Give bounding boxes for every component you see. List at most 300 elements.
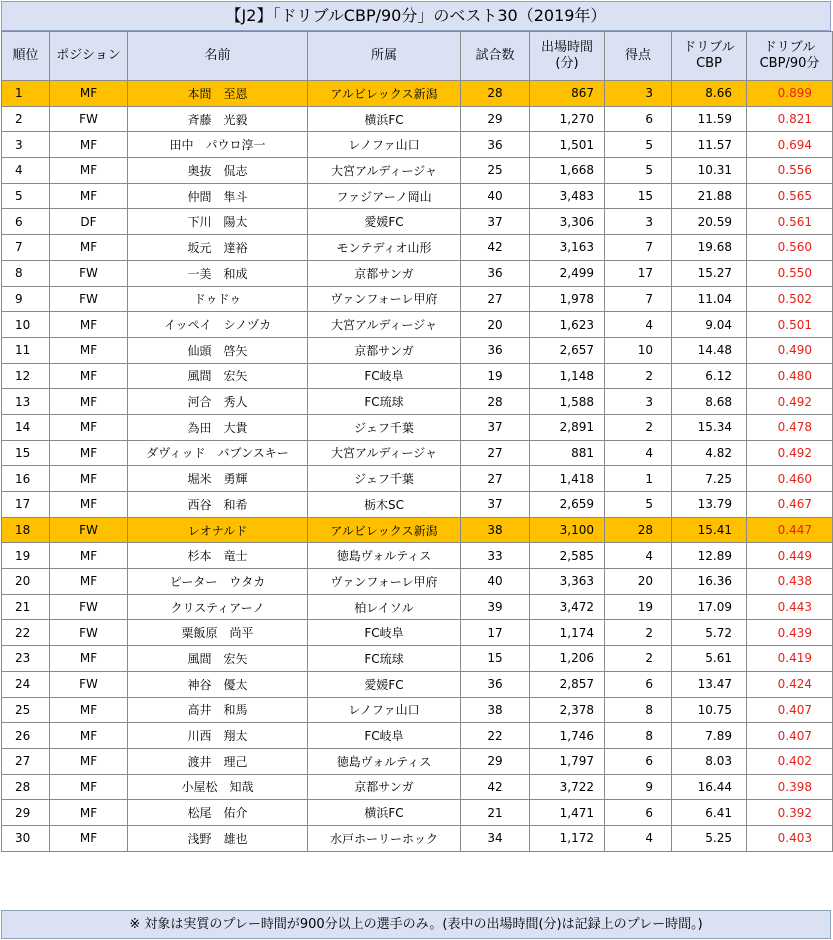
cell-position: MF xyxy=(50,132,128,158)
cell-club: ファジアーノ岡山 xyxy=(308,183,461,209)
cell-rank: 29 xyxy=(2,800,50,826)
cell-goals: 8 xyxy=(605,723,672,749)
cell-dribble-cbp-90: 0.492 xyxy=(747,440,833,466)
cell-dribble-cbp: 16.36 xyxy=(672,569,747,595)
cell-name: 坂元 達裕 xyxy=(128,235,308,261)
cell-dribble-cbp: 11.59 xyxy=(672,106,747,132)
cell-position: MF xyxy=(50,81,128,107)
cell-goals: 1 xyxy=(605,466,672,492)
cell-goals: 6 xyxy=(605,106,672,132)
cell-club: 徳島ヴォルティス xyxy=(308,748,461,774)
cell-minutes: 1,148 xyxy=(530,363,605,389)
cell-club: ヴァンフォーレ甲府 xyxy=(308,569,461,595)
cell-dribble-cbp: 6.41 xyxy=(672,800,747,826)
cell-position: FW xyxy=(50,106,128,132)
cell-position: MF xyxy=(50,697,128,723)
cell-club: 水戸ホーリーホック xyxy=(308,825,461,851)
cell-club: アルビレックス新潟 xyxy=(308,517,461,543)
cell-minutes: 2,659 xyxy=(530,492,605,518)
cell-position: MF xyxy=(50,312,128,338)
cell-club: FC琉球 xyxy=(308,389,461,415)
cell-goals: 2 xyxy=(605,620,672,646)
cell-position: FW xyxy=(50,286,128,312)
cell-position: FW xyxy=(50,671,128,697)
cell-position: MF xyxy=(50,774,128,800)
cell-matches: 15 xyxy=(461,646,530,672)
header-row xyxy=(2,32,833,81)
cell-minutes: 1,172 xyxy=(530,825,605,851)
cell-position: MF xyxy=(50,466,128,492)
table-row xyxy=(2,363,833,389)
cell-matches: 38 xyxy=(461,697,530,723)
cell-name: 為田 大貴 xyxy=(128,414,308,440)
header-club: 所属 xyxy=(308,32,461,81)
cell-club: 京都サンガ xyxy=(308,260,461,286)
table-row xyxy=(2,517,833,543)
table-row xyxy=(2,594,833,620)
cell-club: レノファ山口 xyxy=(308,132,461,158)
cell-club: ヴァンフォーレ甲府 xyxy=(308,286,461,312)
cell-dribble-cbp-90: 0.438 xyxy=(747,569,833,595)
cell-rank: 30 xyxy=(2,825,50,851)
cell-position: MF xyxy=(50,825,128,851)
cell-dribble-cbp-90: 0.419 xyxy=(747,646,833,672)
cell-rank: 3 xyxy=(2,132,50,158)
cell-club: 横浜FC xyxy=(308,800,461,826)
cell-matches: 37 xyxy=(461,414,530,440)
cell-matches: 34 xyxy=(461,825,530,851)
cell-goals: 3 xyxy=(605,81,672,107)
table-body xyxy=(2,81,833,852)
cell-matches: 33 xyxy=(461,543,530,569)
cell-position: MF xyxy=(50,158,128,184)
cell-minutes: 1,623 xyxy=(530,312,605,338)
table-row xyxy=(2,800,833,826)
cell-matches: 42 xyxy=(461,774,530,800)
table-row xyxy=(2,337,833,363)
table-title: 【J2】「ドリブルCBP/90分」のベスト30（2019年） xyxy=(1,1,831,31)
cell-dribble-cbp: 20.59 xyxy=(672,209,747,235)
cell-name: 川西 翔太 xyxy=(128,723,308,749)
cell-dribble-cbp-90: 0.694 xyxy=(747,132,833,158)
cell-dribble-cbp: 11.04 xyxy=(672,286,747,312)
cell-dribble-cbp-90: 0.550 xyxy=(747,260,833,286)
cell-dribble-cbp-90: 0.821 xyxy=(747,106,833,132)
cell-rank: 16 xyxy=(2,466,50,492)
cell-dribble-cbp: 7.25 xyxy=(672,466,747,492)
cell-minutes: 2,585 xyxy=(530,543,605,569)
table-row xyxy=(2,286,833,312)
cell-goals: 2 xyxy=(605,414,672,440)
cell-goals: 4 xyxy=(605,825,672,851)
cell-rank: 13 xyxy=(2,389,50,415)
cell-matches: 19 xyxy=(461,363,530,389)
cell-name: ダヴィッド バブンスキー xyxy=(128,440,308,466)
cell-rank: 2 xyxy=(2,106,50,132)
cell-dribble-cbp-90: 0.899 xyxy=(747,81,833,107)
cell-club: 京都サンガ xyxy=(308,337,461,363)
cell-dribble-cbp: 13.47 xyxy=(672,671,747,697)
cell-matches: 40 xyxy=(461,183,530,209)
cell-dribble-cbp: 4.82 xyxy=(672,440,747,466)
cell-position: FW xyxy=(50,260,128,286)
table-row xyxy=(2,697,833,723)
cell-dribble-cbp-90: 0.407 xyxy=(747,723,833,749)
cell-matches: 29 xyxy=(461,748,530,774)
cell-matches: 42 xyxy=(461,235,530,261)
cell-dribble-cbp: 15.34 xyxy=(672,414,747,440)
cell-goals: 7 xyxy=(605,235,672,261)
cell-position: MF xyxy=(50,337,128,363)
cell-name: クリスティアーノ xyxy=(128,594,308,620)
cell-dribble-cbp-90: 0.392 xyxy=(747,800,833,826)
cell-dribble-cbp-90: 0.501 xyxy=(747,312,833,338)
cell-club: 栃木SC xyxy=(308,492,461,518)
cell-dribble-cbp-90: 0.492 xyxy=(747,389,833,415)
cell-dribble-cbp: 6.12 xyxy=(672,363,747,389)
cell-goals: 4 xyxy=(605,312,672,338)
table-row xyxy=(2,389,833,415)
cell-name: 下川 陽太 xyxy=(128,209,308,235)
cell-matches: 17 xyxy=(461,620,530,646)
cell-club: 大宮アルディージャ xyxy=(308,440,461,466)
cell-position: MF xyxy=(50,646,128,672)
cell-name: 杉本 竜士 xyxy=(128,543,308,569)
table-row xyxy=(2,723,833,749)
cell-dribble-cbp-90: 0.560 xyxy=(747,235,833,261)
cell-minutes: 2,499 xyxy=(530,260,605,286)
cell-dribble-cbp: 13.79 xyxy=(672,492,747,518)
cell-dribble-cbp-90: 0.490 xyxy=(747,337,833,363)
cell-position: MF xyxy=(50,389,128,415)
cell-minutes: 1,206 xyxy=(530,646,605,672)
cell-position: MF xyxy=(50,748,128,774)
header-dribble-cbp: ドリブル CBP xyxy=(672,32,747,81)
cell-minutes: 3,363 xyxy=(530,569,605,595)
cell-position: MF xyxy=(50,235,128,261)
cell-minutes: 2,891 xyxy=(530,414,605,440)
cell-matches: 37 xyxy=(461,209,530,235)
cell-name: 一美 和成 xyxy=(128,260,308,286)
cell-minutes: 1,746 xyxy=(530,723,605,749)
cell-dribble-cbp: 14.48 xyxy=(672,337,747,363)
cell-rank: 20 xyxy=(2,569,50,595)
cell-club: FC岐阜 xyxy=(308,723,461,749)
cell-name: 西谷 和希 xyxy=(128,492,308,518)
cell-dribble-cbp: 15.27 xyxy=(672,260,747,286)
cell-rank: 21 xyxy=(2,594,50,620)
cell-position: MF xyxy=(50,183,128,209)
cell-matches: 29 xyxy=(461,106,530,132)
cell-rank: 25 xyxy=(2,697,50,723)
cell-dribble-cbp: 15.41 xyxy=(672,517,747,543)
table-row xyxy=(2,183,833,209)
cell-minutes: 1,270 xyxy=(530,106,605,132)
cell-dribble-cbp: 21.88 xyxy=(672,183,747,209)
cell-dribble-cbp-90: 0.565 xyxy=(747,183,833,209)
cell-minutes: 1,174 xyxy=(530,620,605,646)
cell-club: 横浜FC xyxy=(308,106,461,132)
table-row xyxy=(2,414,833,440)
cell-rank: 10 xyxy=(2,312,50,338)
cell-goals: 3 xyxy=(605,209,672,235)
cell-rank: 22 xyxy=(2,620,50,646)
cell-dribble-cbp: 5.72 xyxy=(672,620,747,646)
cell-club: 京都サンガ xyxy=(308,774,461,800)
footnote: ※ 対象は実質のプレー時間が900分以上の選手のみ。(表中の出場時間(分)は記録上のプレー時間。) xyxy=(1,910,831,939)
cell-dribble-cbp: 5.25 xyxy=(672,825,747,851)
cell-name: 神谷 優太 xyxy=(128,671,308,697)
cell-matches: 27 xyxy=(461,440,530,466)
cell-position: DF xyxy=(50,209,128,235)
cell-name: 風間 宏矢 xyxy=(128,363,308,389)
cell-name: 仙頭 啓矢 xyxy=(128,337,308,363)
cell-rank: 8 xyxy=(2,260,50,286)
cell-minutes: 3,163 xyxy=(530,235,605,261)
cell-rank: 7 xyxy=(2,235,50,261)
cell-minutes: 1,668 xyxy=(530,158,605,184)
cell-dribble-cbp: 9.04 xyxy=(672,312,747,338)
cell-matches: 28 xyxy=(461,81,530,107)
header-minutes: 出場時間 (分) xyxy=(530,32,605,81)
ranking-table xyxy=(1,31,833,852)
cell-minutes: 1,501 xyxy=(530,132,605,158)
cell-club: モンテディオ山形 xyxy=(308,235,461,261)
cell-goals: 4 xyxy=(605,440,672,466)
cell-club: 大宮アルディージャ xyxy=(308,158,461,184)
cell-name: 河合 秀人 xyxy=(128,389,308,415)
cell-goals: 6 xyxy=(605,748,672,774)
cell-goals: 10 xyxy=(605,337,672,363)
cell-goals: 6 xyxy=(605,671,672,697)
cell-dribble-cbp: 10.31 xyxy=(672,158,747,184)
cell-name: イッペイ シノヅカ xyxy=(128,312,308,338)
cell-dribble-cbp-90: 0.402 xyxy=(747,748,833,774)
table-row xyxy=(2,132,833,158)
cell-dribble-cbp-90: 0.403 xyxy=(747,825,833,851)
table-row xyxy=(2,620,833,646)
header-name: 名前 xyxy=(128,32,308,81)
cell-rank: 11 xyxy=(2,337,50,363)
cell-rank: 28 xyxy=(2,774,50,800)
cell-dribble-cbp: 16.44 xyxy=(672,774,747,800)
cell-rank: 26 xyxy=(2,723,50,749)
cell-minutes: 3,722 xyxy=(530,774,605,800)
header-matches: 試合数 xyxy=(461,32,530,81)
cell-dribble-cbp: 10.75 xyxy=(672,697,747,723)
cell-minutes: 1,418 xyxy=(530,466,605,492)
cell-matches: 39 xyxy=(461,594,530,620)
cell-matches: 37 xyxy=(461,492,530,518)
cell-matches: 36 xyxy=(461,260,530,286)
cell-rank: 6 xyxy=(2,209,50,235)
cell-dribble-cbp-90: 0.407 xyxy=(747,697,833,723)
cell-goals: 8 xyxy=(605,697,672,723)
cell-matches: 27 xyxy=(461,466,530,492)
cell-minutes: 867 xyxy=(530,81,605,107)
cell-dribble-cbp-90: 0.424 xyxy=(747,671,833,697)
cell-matches: 25 xyxy=(461,158,530,184)
table-row xyxy=(2,209,833,235)
cell-rank: 18 xyxy=(2,517,50,543)
cell-position: MF xyxy=(50,543,128,569)
cell-dribble-cbp-90: 0.449 xyxy=(747,543,833,569)
cell-position: FW xyxy=(50,620,128,646)
cell-goals: 28 xyxy=(605,517,672,543)
cell-club: 愛媛FC xyxy=(308,209,461,235)
cell-goals: 2 xyxy=(605,646,672,672)
cell-goals: 3 xyxy=(605,389,672,415)
cell-position: MF xyxy=(50,569,128,595)
cell-matches: 20 xyxy=(461,312,530,338)
cell-club: レノファ山口 xyxy=(308,697,461,723)
cell-name: ドゥドゥ xyxy=(128,286,308,312)
cell-rank: 14 xyxy=(2,414,50,440)
cell-matches: 36 xyxy=(461,132,530,158)
table-row xyxy=(2,312,833,338)
table-row xyxy=(2,235,833,261)
cell-matches: 28 xyxy=(461,389,530,415)
cell-position: MF xyxy=(50,414,128,440)
cell-name: 粟飯原 尚平 xyxy=(128,620,308,646)
cell-dribble-cbp-90: 0.443 xyxy=(747,594,833,620)
cell-position: MF xyxy=(50,723,128,749)
cell-minutes: 1,588 xyxy=(530,389,605,415)
cell-rank: 5 xyxy=(2,183,50,209)
cell-dribble-cbp-90: 0.480 xyxy=(747,363,833,389)
cell-minutes: 2,657 xyxy=(530,337,605,363)
cell-position: FW xyxy=(50,517,128,543)
cell-goals: 6 xyxy=(605,800,672,826)
cell-position: MF xyxy=(50,800,128,826)
cell-rank: 4 xyxy=(2,158,50,184)
cell-minutes: 1,978 xyxy=(530,286,605,312)
cell-dribble-cbp-90: 0.478 xyxy=(747,414,833,440)
cell-dribble-cbp: 17.09 xyxy=(672,594,747,620)
cell-name: 斉藤 光毅 xyxy=(128,106,308,132)
cell-dribble-cbp-90: 0.398 xyxy=(747,774,833,800)
cell-rank: 1 xyxy=(2,81,50,107)
cell-club: 大宮アルディージャ xyxy=(308,312,461,338)
cell-position: FW xyxy=(50,594,128,620)
cell-matches: 36 xyxy=(461,671,530,697)
cell-goals: 17 xyxy=(605,260,672,286)
cell-rank: 23 xyxy=(2,646,50,672)
cell-goals: 2 xyxy=(605,363,672,389)
cell-minutes: 3,472 xyxy=(530,594,605,620)
cell-dribble-cbp-90: 0.460 xyxy=(747,466,833,492)
cell-dribble-cbp: 11.57 xyxy=(672,132,747,158)
cell-club: 徳島ヴォルティス xyxy=(308,543,461,569)
table-row xyxy=(2,492,833,518)
cell-dribble-cbp: 19.68 xyxy=(672,235,747,261)
table-row xyxy=(2,671,833,697)
cell-minutes: 2,378 xyxy=(530,697,605,723)
cell-goals: 20 xyxy=(605,569,672,595)
table-row xyxy=(2,260,833,286)
cell-goals: 15 xyxy=(605,183,672,209)
cell-matches: 36 xyxy=(461,337,530,363)
cell-position: MF xyxy=(50,440,128,466)
cell-goals: 5 xyxy=(605,158,672,184)
cell-name: 高井 和馬 xyxy=(128,697,308,723)
header-dribble-cbp-90: ドリブル CBP/90分 xyxy=(747,32,833,81)
cell-name: 奥抜 侃志 xyxy=(128,158,308,184)
cell-name: レオナルド xyxy=(128,517,308,543)
cell-dribble-cbp-90: 0.556 xyxy=(747,158,833,184)
cell-dribble-cbp: 5.61 xyxy=(672,646,747,672)
cell-name: 渡井 理己 xyxy=(128,748,308,774)
cell-club: アルビレックス新潟 xyxy=(308,81,461,107)
cell-goals: 5 xyxy=(605,132,672,158)
cell-club: FC琉球 xyxy=(308,646,461,672)
cell-club: FC岐阜 xyxy=(308,363,461,389)
cell-name: 本間 至恩 xyxy=(128,81,308,107)
cell-name: 風間 宏矢 xyxy=(128,646,308,672)
cell-minutes: 3,100 xyxy=(530,517,605,543)
cell-minutes: 3,306 xyxy=(530,209,605,235)
cell-goals: 9 xyxy=(605,774,672,800)
cell-position: MF xyxy=(50,492,128,518)
cell-position: MF xyxy=(50,363,128,389)
header-rank: 順位 xyxy=(2,32,50,81)
table-row xyxy=(2,440,833,466)
cell-dribble-cbp-90: 0.467 xyxy=(747,492,833,518)
header-goals: 得点 xyxy=(605,32,672,81)
cell-minutes: 881 xyxy=(530,440,605,466)
cell-minutes: 1,797 xyxy=(530,748,605,774)
cell-name: 田中 パウロ淳一 xyxy=(128,132,308,158)
cell-rank: 19 xyxy=(2,543,50,569)
cell-minutes: 3,483 xyxy=(530,183,605,209)
cell-club: FC岐阜 xyxy=(308,620,461,646)
cell-dribble-cbp: 8.66 xyxy=(672,81,747,107)
cell-club: 柏レイソル xyxy=(308,594,461,620)
cell-name: ピーター ウタカ xyxy=(128,569,308,595)
cell-rank: 17 xyxy=(2,492,50,518)
cell-name: 松尾 佑介 xyxy=(128,800,308,826)
cell-rank: 12 xyxy=(2,363,50,389)
cell-matches: 40 xyxy=(461,569,530,595)
cell-matches: 21 xyxy=(461,800,530,826)
cell-goals: 5 xyxy=(605,492,672,518)
table-row xyxy=(2,748,833,774)
cell-club: 愛媛FC xyxy=(308,671,461,697)
table-row xyxy=(2,466,833,492)
cell-dribble-cbp: 8.68 xyxy=(672,389,747,415)
table-row xyxy=(2,646,833,672)
cell-matches: 22 xyxy=(461,723,530,749)
table-row xyxy=(2,158,833,184)
cell-matches: 27 xyxy=(461,286,530,312)
cell-rank: 9 xyxy=(2,286,50,312)
cell-goals: 4 xyxy=(605,543,672,569)
cell-dribble-cbp-90: 0.561 xyxy=(747,209,833,235)
table-row xyxy=(2,825,833,851)
header-position: ポジション xyxy=(50,32,128,81)
cell-goals: 7 xyxy=(605,286,672,312)
cell-dribble-cbp: 12.89 xyxy=(672,543,747,569)
table-row xyxy=(2,81,833,107)
cell-name: 浅野 雄也 xyxy=(128,825,308,851)
cell-club: ジェフ千葉 xyxy=(308,414,461,440)
cell-goals: 19 xyxy=(605,594,672,620)
table-row xyxy=(2,774,833,800)
cell-rank: 27 xyxy=(2,748,50,774)
cell-name: 小屋松 知哉 xyxy=(128,774,308,800)
table-row xyxy=(2,106,833,132)
cell-rank: 24 xyxy=(2,671,50,697)
